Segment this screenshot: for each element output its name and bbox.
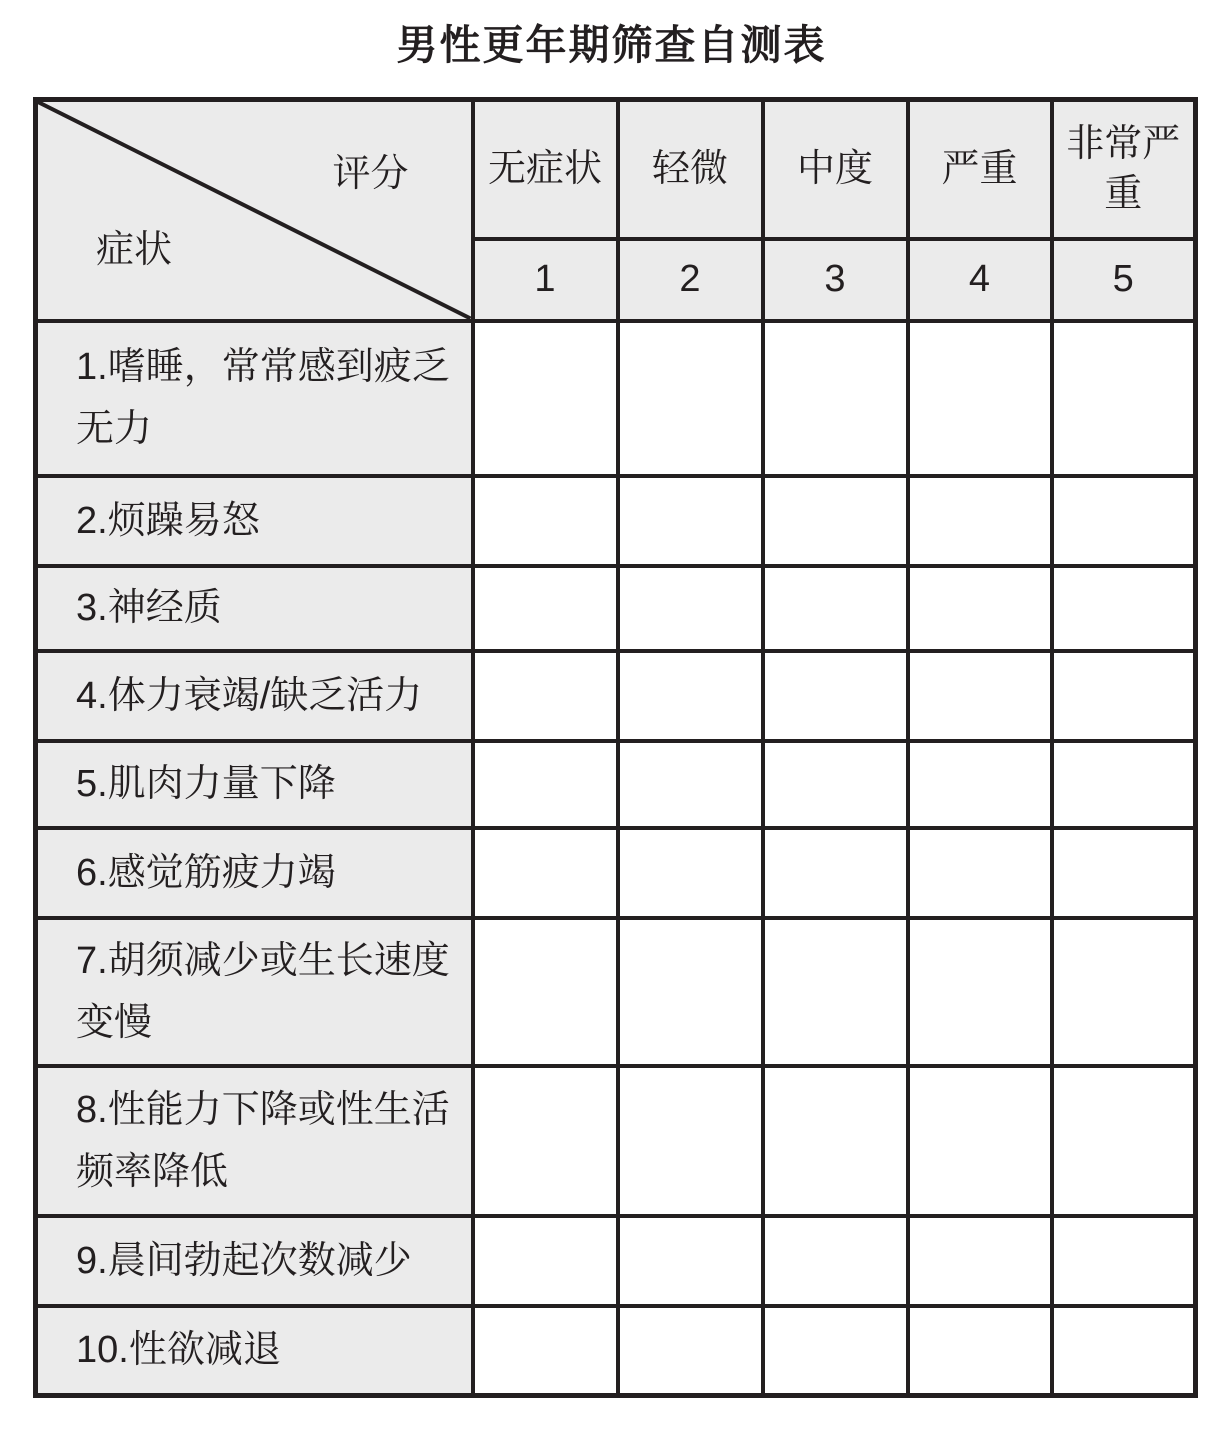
column-header-no-symptom: 无症状 [473,100,618,239]
score-cell-r3-c3[interactable] [763,566,908,651]
column-score-1: 1 [473,239,618,321]
column-header-severe: 严重 [908,100,1052,239]
score-cell-r3-c1[interactable] [473,566,618,651]
score-cell-r3-c5[interactable] [1052,566,1196,651]
score-cell-r6-c2[interactable] [618,828,763,918]
score-cell-r9-c1[interactable] [473,1216,618,1306]
score-cell-r7-c3[interactable] [763,918,908,1066]
score-cell-r6-c5[interactable] [1052,828,1196,918]
column-score-3: 3 [763,239,908,321]
score-cell-r8-c3[interactable] [763,1066,908,1216]
symptom-label-3: 3.神经质 [36,566,473,651]
symptom-label-4: 4.体力衰竭/缺乏活力 [36,651,473,741]
score-cell-r4-c5[interactable] [1052,651,1196,741]
score-cell-r8-c5[interactable] [1052,1066,1196,1216]
score-cell-r10-c2[interactable] [618,1306,763,1396]
column-score-2: 2 [618,239,763,321]
score-cell-r1-c5[interactable] [1052,321,1196,476]
score-cell-r2-c2[interactable] [618,476,763,566]
score-cell-r9-c2[interactable] [618,1216,763,1306]
score-cell-r8-c1[interactable] [473,1066,618,1216]
column-score-4: 4 [908,239,1052,321]
diagonal-divider-line [38,102,471,319]
column-score-5: 5 [1052,239,1196,321]
symptom-label-6: 6.感觉筋疲力竭 [36,828,473,918]
column-header-very-severe: 非常严重 [1052,100,1196,239]
table-row [36,828,1196,918]
score-cell-r5-c5[interactable] [1052,741,1196,828]
score-cell-r2-c1[interactable] [473,476,618,566]
table-row [36,1066,1196,1216]
score-cell-r9-c5[interactable] [1052,1216,1196,1306]
score-cell-r1-c1[interactable] [473,321,618,476]
table-row [36,476,1196,566]
score-cell-r8-c4[interactable] [908,1066,1052,1216]
score-cell-r2-c5[interactable] [1052,476,1196,566]
symptom-label-2: 2.烦躁易怒 [36,476,473,566]
score-cell-r5-c4[interactable] [908,741,1052,828]
score-cell-r10-c3[interactable] [763,1306,908,1396]
score-cell-r5-c1[interactable] [473,741,618,828]
corner-cell [36,100,473,321]
score-cell-r4-c2[interactable] [618,651,763,741]
symptom-label-8: 8.性能力下降或性生活频率降低 [36,1066,473,1216]
score-cell-r2-c3[interactable] [763,476,908,566]
score-cell-r4-c1[interactable] [473,651,618,741]
score-cell-r1-c4[interactable] [908,321,1052,476]
score-cell-r10-c1[interactable] [473,1306,618,1396]
score-cell-r6-c4[interactable] [908,828,1052,918]
score-cell-r7-c2[interactable] [618,918,763,1066]
score-cell-r8-c2[interactable] [618,1066,763,1216]
score-cell-r6-c3[interactable] [763,828,908,918]
score-cell-r7-c1[interactable] [473,918,618,1066]
table-row [36,321,1196,476]
score-cell-r4-c3[interactable] [763,651,908,741]
score-cell-r10-c5[interactable] [1052,1306,1196,1396]
symptom-label-1: 1.嗜睡，常常感到疲乏无力 [36,321,473,476]
table-row [36,1306,1196,1396]
symptom-label-10: 10.性欲减退 [36,1306,473,1396]
table-row [36,651,1196,741]
table-row [36,1216,1196,1306]
table-row [36,918,1196,1066]
column-header-mild: 轻微 [618,100,763,239]
table-row [36,566,1196,651]
corner-score-label: 评分 [332,153,409,195]
self-test-table [33,97,1198,1398]
table-row [36,741,1196,828]
score-cell-r5-c2[interactable] [618,741,763,828]
score-cell-r9-c4[interactable] [908,1216,1052,1306]
score-cell-r5-c3[interactable] [763,741,908,828]
symptom-label-9: 9.晨间勃起次数减少 [36,1216,473,1306]
score-cell-r7-c5[interactable] [1052,918,1196,1066]
score-cell-r10-c4[interactable] [908,1306,1052,1396]
column-header-moderate: 中度 [763,100,908,239]
page-title: 男性更年期筛查自测表 [396,22,827,68]
symptom-label-5: 5.肌肉力量下降 [36,741,473,828]
score-cell-r3-c2[interactable] [618,566,763,651]
score-cell-r3-c4[interactable] [908,566,1052,651]
score-cell-r1-c2[interactable] [618,321,763,476]
corner-symptom-label: 症状 [96,228,173,271]
score-cell-r4-c4[interactable] [908,651,1052,741]
score-cell-r7-c4[interactable] [908,918,1052,1066]
score-cell-r6-c1[interactable] [473,828,618,918]
symptom-label-7: 7.胡须减少或生长速度变慢 [36,918,473,1066]
score-cell-r2-c4[interactable] [908,476,1052,566]
score-cell-r9-c3[interactable] [763,1216,908,1306]
score-cell-r1-c3[interactable] [763,321,908,476]
